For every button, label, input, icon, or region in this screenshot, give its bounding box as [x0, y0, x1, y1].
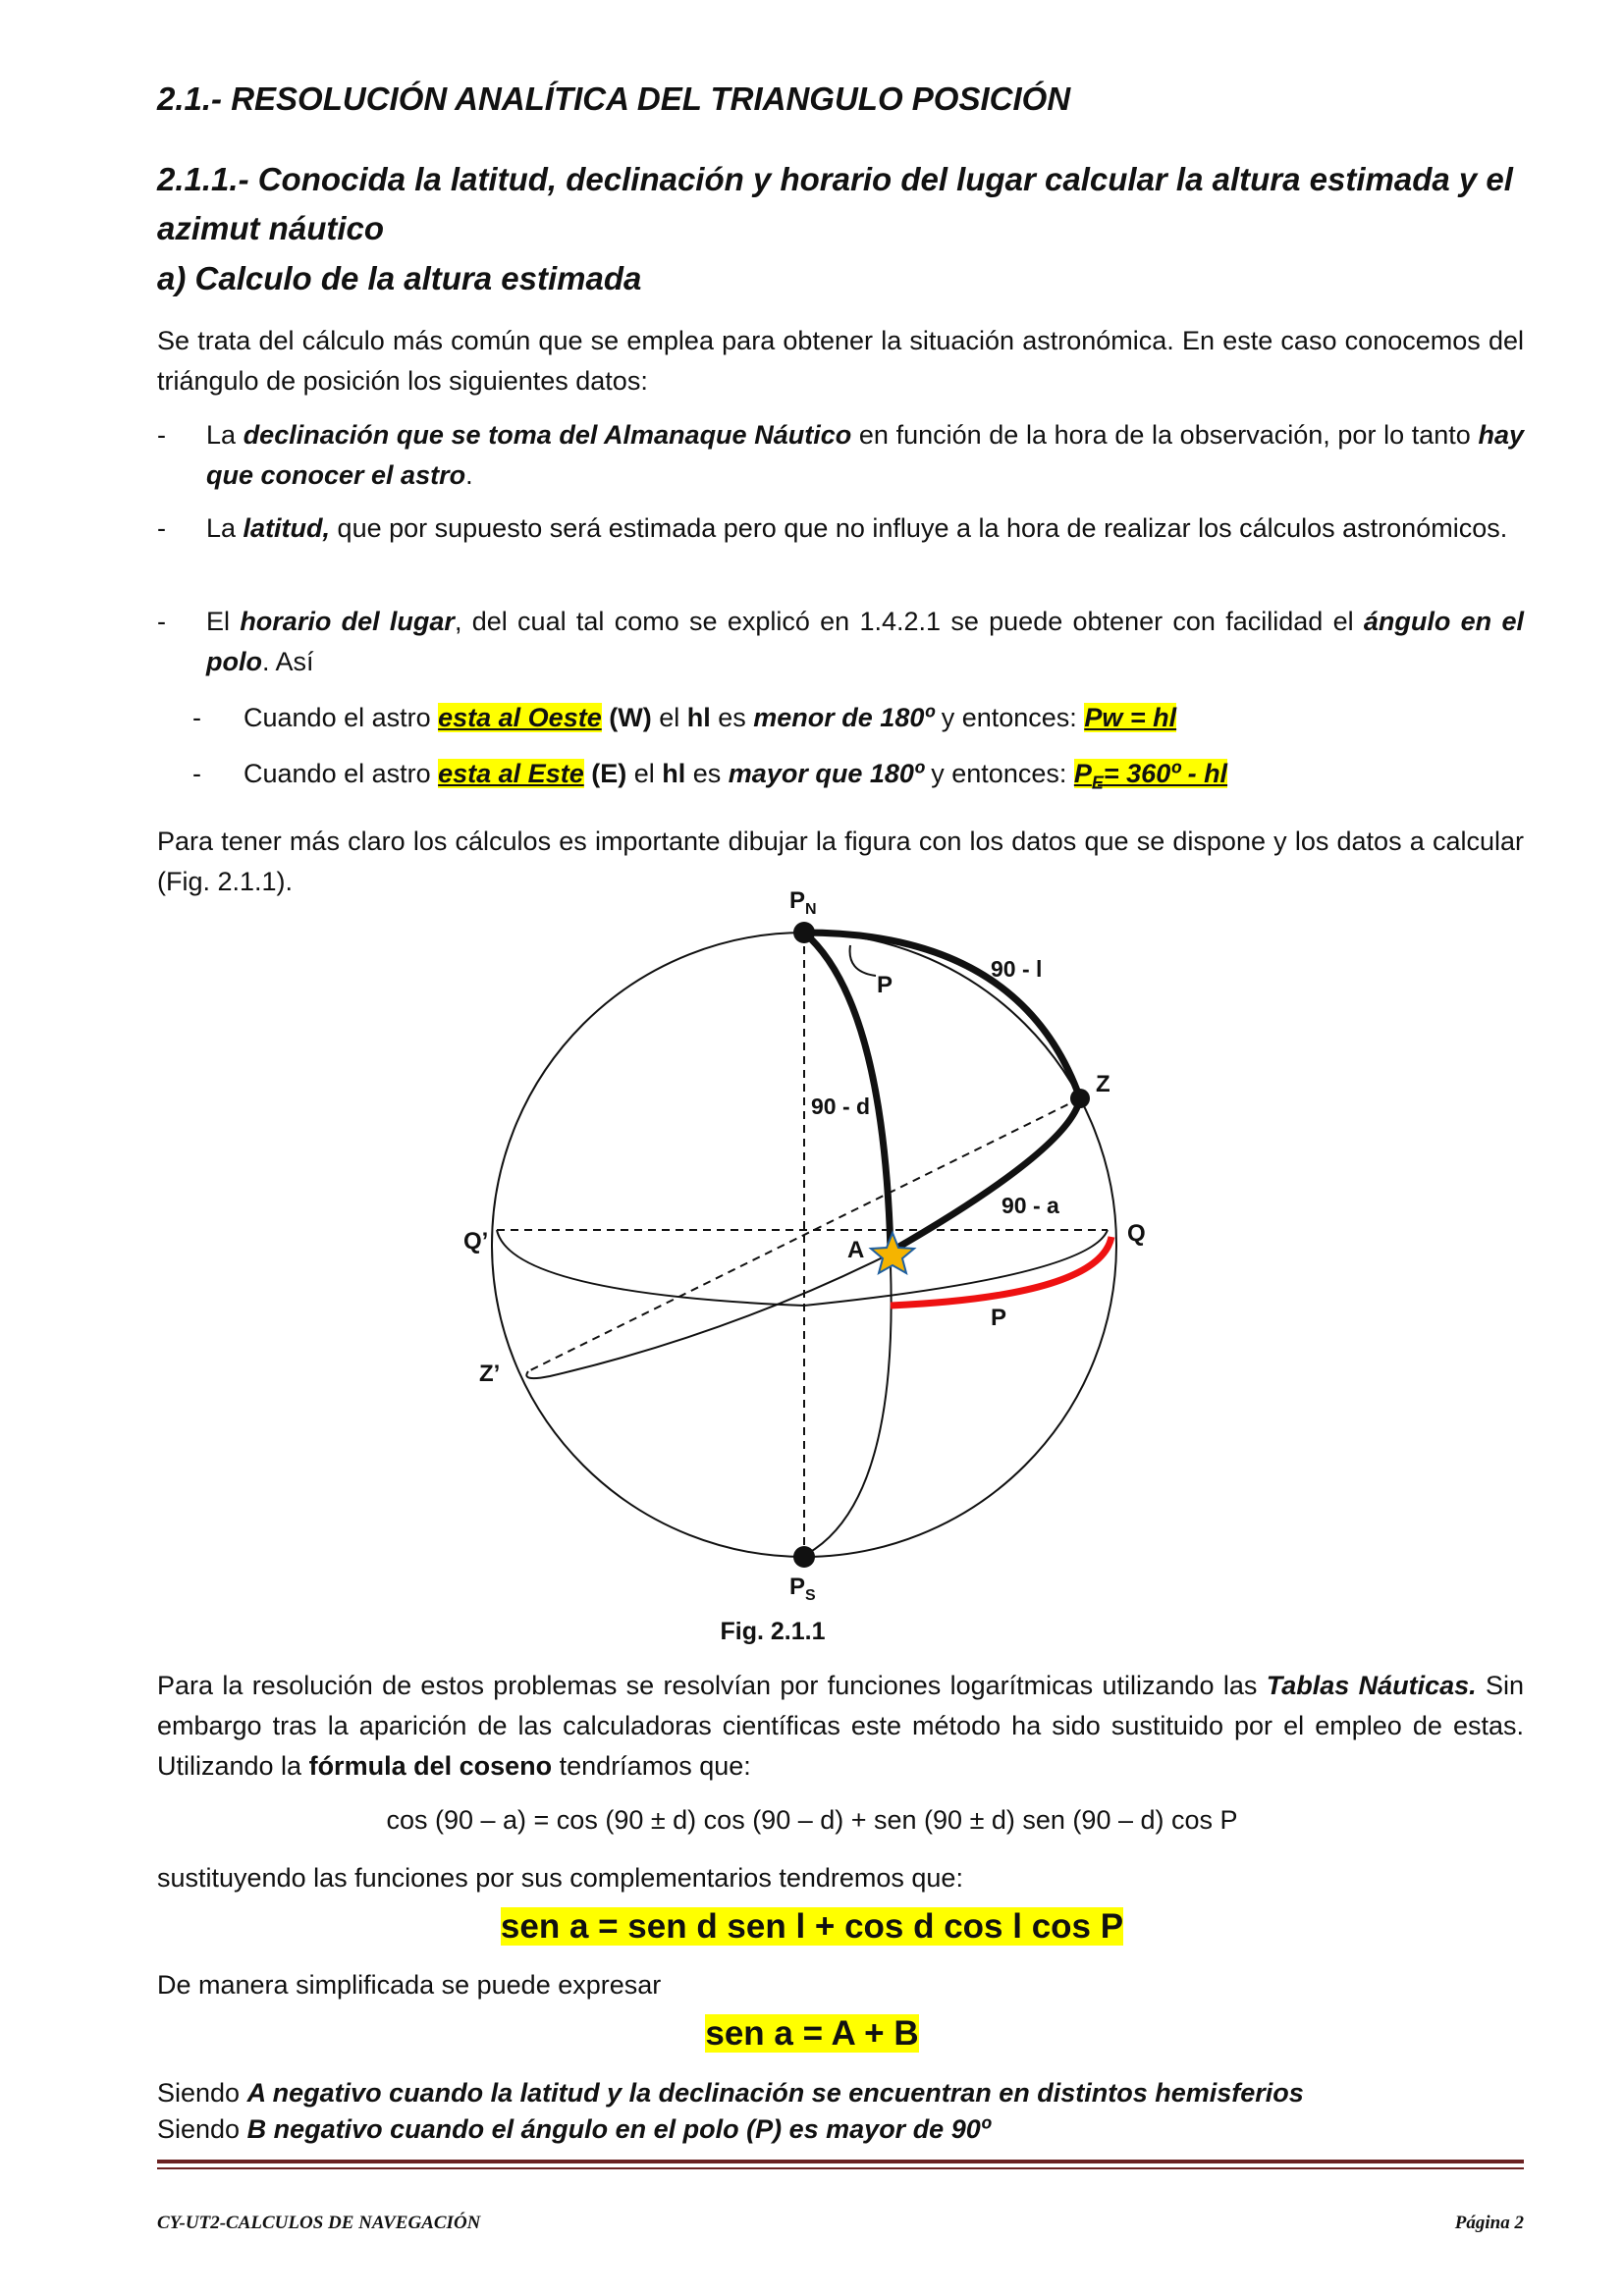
arc-90-a: [891, 1098, 1080, 1252]
bullet-dash: -: [157, 607, 166, 636]
simple-formula-row: [0, 2014, 1624, 2054]
label-90-l: 90 - l: [991, 956, 1043, 982]
list-item-text: La declinación que se toma del Almanaque Náutico en función de la hora de la observación, por lo tanto hay que conocer el astro.: [206, 420, 1524, 490]
label-90-a: 90 - a: [1001, 1193, 1059, 1218]
label-pn: $P_N$: [789, 887, 817, 918]
substitution-paragraph: sustituyendo las funciones por sus complementarios tendremos que:: [157, 1863, 963, 1893]
label-ps: $P_S$: [789, 1574, 816, 1604]
main-formula: sen a = sen d sen l + cos d cos l cos P: [500, 1907, 1124, 1946]
star-meridian-lower: [807, 1266, 892, 1554]
simple-formula: sen a = A + B: [705, 2014, 919, 2053]
figure-intro-paragraph: Para tener más claro los cálculos es importante dibujar la figura con los datos que se dispone y los datos a calcular (Fig. 2.1.1).: [157, 827, 1524, 896]
zenith-point: [1070, 1089, 1090, 1108]
cosine-formula: cos (90 – a) = cos (90 ± d) cos (90 – d) + sen (90 ± d) sen (90 – d) cos P: [386, 1805, 1238, 1835]
main-formula-row: [0, 1907, 1624, 1947]
footer-rule-thick: [157, 2160, 1524, 2163]
figure-caption: Fig. 2.1.1: [720, 1618, 826, 1645]
footer-title: CY-UT2-CALCULOS DE NAVEGACIÓN: [157, 2213, 481, 2233]
label-z-prime: Z’: [479, 1361, 501, 1387]
note-b: Siendo B negativo cuando el ángulo en el polo (P) es mayor de 90º: [157, 2114, 991, 2144]
label-q: Q: [1127, 1220, 1146, 1247]
tables-paragraph: Para la resolución de estos problemas se resolvían por funciones logarítmicas utilizando las Tablas Náuticas. Sin embargo tras la aparición de las calculadoras científicas este método ha sido sustituido por el empleo de estas. Utilizando la fórmula del coseno tendríamos que:: [157, 1671, 1524, 1781]
red-arc-p: [891, 1237, 1111, 1306]
page-number: Página 2: [1454, 2213, 1524, 2233]
list-item-text: La latitud, que por supuesto será estimada pero que no influye a la hora de realizar los cálculos astronómicos.: [206, 513, 1508, 543]
bullet-dash: -: [192, 759, 201, 788]
pole-angle-arc: [850, 945, 876, 976]
section-heading: 2.1.- RESOLUCIÓN ANALÍTICA DEL TRIANGULO POSICIÓN: [157, 80, 1071, 117]
list-item-text: Cuando el astro esta al Oeste (W) el hl es menor de 180º y entonces: Pw = hl: [244, 703, 1177, 732]
sphere-outline: [492, 933, 1116, 1557]
note-a: Siendo A negativo cuando la latitud y la declinación se encuentran en distintos hemisferios: [157, 2078, 1304, 2108]
bullet-dash: -: [157, 513, 166, 543]
bullet-dash: -: [192, 703, 201, 732]
list-item-text: Cuando el astro esta al Este (E) el hl es mayor que 180º y entonces: $P_E=$ 360º - hl: [244, 759, 1228, 793]
north-pole-point: [793, 922, 815, 943]
label-angle-p: P: [877, 972, 893, 998]
label-z: Z: [1096, 1071, 1110, 1097]
label-90-d: 90 - d: [811, 1094, 871, 1119]
label-q-prime: Q’: [463, 1228, 489, 1255]
horizon-arc: [526, 1255, 889, 1378]
list-item-text: El horario del lugar, del cual tal como se explicó en 1.4.2.1 se puede obtener con facilidad el ángulo en el polo. Así: [206, 607, 1524, 676]
subsection-heading: 2.1.1.- Conocida la latitud, declinación y horario del lugar calcular la altura estimada y el azimut náutico: [157, 161, 1513, 246]
label-a: A: [847, 1237, 865, 1263]
bullet-dash: -: [157, 420, 166, 450]
south-pole-point: [793, 1546, 815, 1568]
label-red-p: P: [991, 1305, 1007, 1331]
simplified-paragraph: De manera simplificada se puede expresar: [157, 1970, 662, 2000]
subsubsection-heading: a) Calculo de la altura estimada: [157, 260, 642, 296]
intro-paragraph: Se trata del cálculo más común que se emplea para obtener la situación astronómica. En este caso conocemos del triángulo de posición los siguientes datos:: [157, 326, 1524, 396]
footer-rule-thin: [157, 2167, 1524, 2169]
